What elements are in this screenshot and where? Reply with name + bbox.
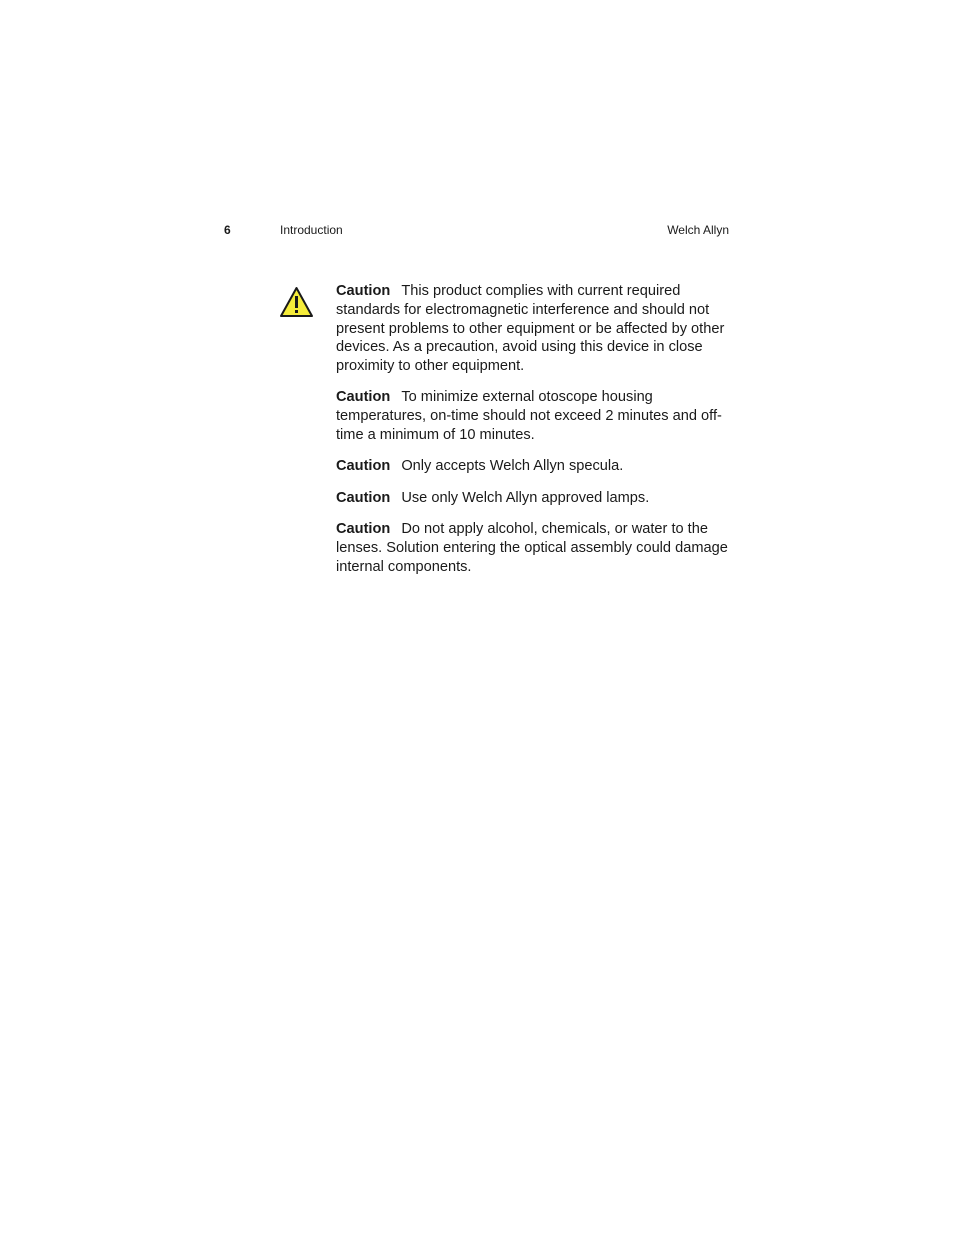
page-header — [224, 221, 729, 239]
caution-text: Use only Welch Allyn approved lamps. — [401, 489, 650, 506]
caution-text: This product complies with current required standards for electromagnetic interference and should not present problems to other equipment or be affected by other devices. As a precaution, avoid using this device in close proximity to other equipment. — [336, 283, 725, 375]
caution-label: Caution — [336, 489, 391, 506]
caution-label: Caution — [336, 283, 391, 299]
section-title: Introduction — [280, 223, 343, 237]
caution-item — [336, 457, 731, 476]
caution-label: Caution — [336, 520, 391, 537]
caution-label: Caution — [336, 389, 391, 406]
caution-text: Do not apply alcohol, chemicals, or water to the lenses. Solution entering the optical assembly could damage internal components. — [336, 520, 728, 575]
brand-name: Welch Allyn — [667, 223, 729, 237]
warning-triangle-icon — [279, 286, 314, 318]
caution-label: Caution — [336, 458, 391, 475]
caution-item — [336, 282, 731, 376]
caution-list — [336, 282, 731, 589]
caution-text: To minimize external otoscope housing temperatures, on-time should not exceed 2 minutes and off-time a minimum of 10 minutes. — [336, 389, 722, 444]
caution-text: Only accepts Welch Allyn specula. — [401, 458, 624, 475]
page-number: 6 — [224, 223, 231, 237]
caution-item — [336, 388, 731, 444]
caution-item — [336, 520, 731, 576]
caution-item — [336, 489, 731, 508]
